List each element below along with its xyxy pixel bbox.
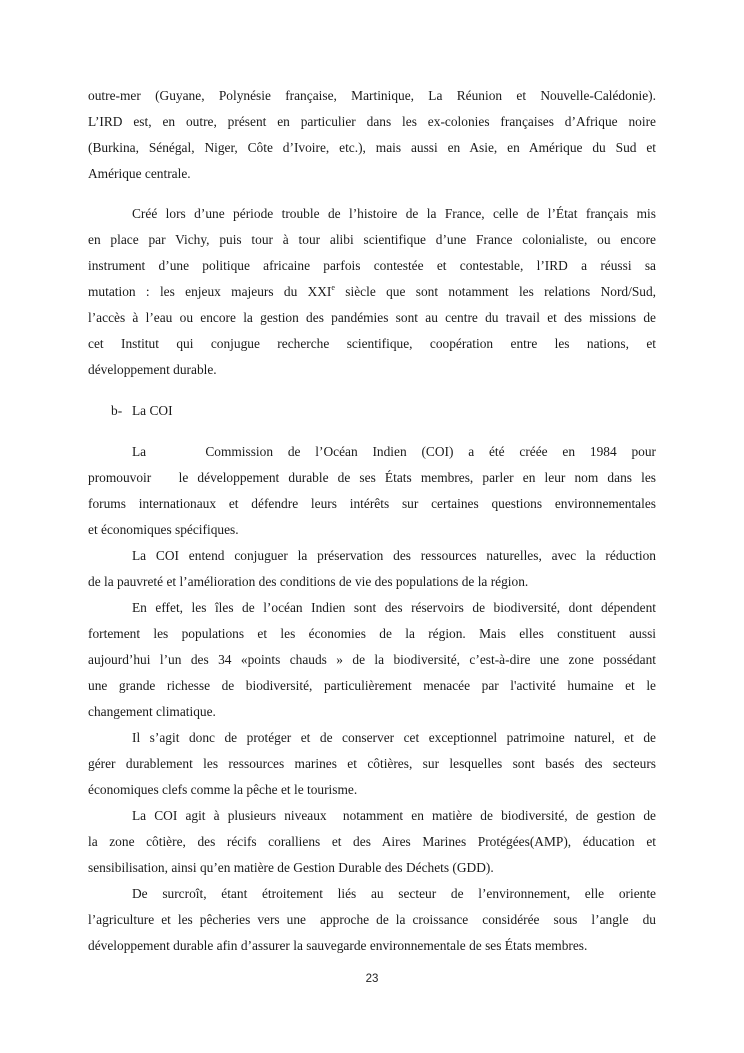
text-line: une grande richesse de biodiversité, particulièrement menacée par l'activité humaine et le: [88, 678, 656, 693]
text-line: L’IRD est, en outre, présent en particulier dans les ex-colonies françaises d’Afrique noire: [88, 114, 656, 129]
paragraph-ird-presence: [88, 83, 656, 187]
text-line: en place par Vichy, puis tour à tour alibi scientifique d’une France colonialiste, ou encore: [88, 232, 656, 247]
text-line: changement climatique.: [88, 704, 216, 719]
text-line-with-superscript: [88, 279, 656, 305]
text-line: Créé lors d’une période trouble de l’histoire de la France, celle de l’État français mis: [132, 206, 656, 221]
text-line: La COI entend conjuguer la préservation des ressources naturelles, avec la réduction: [132, 548, 656, 563]
superscript: e: [331, 283, 335, 292]
text-line: outre-mer (Guyane, Polynésie française, Martinique, La Réunion et Nouvelle-Calédonie).: [88, 88, 656, 103]
paragraph-biodiversity: [88, 595, 656, 725]
heading-title: La COI: [132, 403, 173, 418]
text-line: développement durable afin d’assurer la sauvegarde environnementale de ses États membres.: [88, 938, 588, 953]
text-line: (Burkina, Sénégal, Niger, Côte d’Ivoire, etc.), mais aussi en Asie, en Amérique du Sud et: [88, 140, 656, 155]
text-line: La Commission de l’Océan Indien (COI) a été créée en 1984 pour: [132, 444, 656, 459]
paragraph-agriculture: [88, 881, 656, 959]
text-line: En effet, les îles de l’océan Indien sont des réservoirs de biodiversité, dont dépendent: [132, 600, 656, 615]
text-line: Il s’agit donc de protéger et de conserver cet exceptionnel patrimoine naturel, et de: [132, 730, 656, 745]
paragraph-protection: [88, 725, 656, 803]
paragraph-coi-creation: [88, 439, 656, 543]
text-line: économiques clefs comme la pêche et le tourisme.: [88, 782, 358, 797]
text-line: aujourd’hui l’un des 34 «points chauds » de la biodiversité, c’est-à-dire une zone possédant: [88, 652, 656, 667]
text-line: promouvoir le développement durable de ses États membres, parler en leur nom dans les: [88, 470, 656, 485]
text-line: Amérique centrale.: [88, 166, 191, 181]
text-line: La COI agit à plusieurs niveaux notamment en matière de biodiversité, de gestion de: [132, 808, 656, 823]
text-line: fortement les populations et les économies de la région. Mais elles constituent aussi: [88, 626, 656, 641]
page-number: 23: [365, 973, 379, 985]
text-line: cet Institut qui conjugue recherche scientifique, coopération entre les nations, et: [88, 336, 656, 351]
paragraph-ird-history: [88, 201, 656, 383]
text-line: sensibilisation, ainsi qu’en matière de Gestion Durable des Déchets (GDD).: [88, 860, 494, 875]
text-fragment: siècle que sont notamment les relations Nord/Sud,: [334, 284, 657, 299]
section-heading: [111, 398, 173, 424]
text-line: De surcroît, étant étroitement liés au secteur de l’environnement, elle oriente: [132, 886, 656, 901]
text-line: instrument d’une politique africaine parfois contestée et contestable, l’IRD a réussi sa: [88, 258, 656, 273]
text-line: gérer durablement les ressources marines et côtières, sur lesquelles sont basés des secteurs: [88, 756, 656, 771]
heading-marker: b-: [111, 403, 123, 418]
text-fragment: mutation : les enjeux majeurs du XXI: [88, 284, 332, 299]
text-line: et économiques spécifiques.: [88, 522, 239, 537]
text-line: de la pauvreté et l’amélioration des conditions de vie des populations de la région.: [88, 574, 529, 589]
text-line: développement durable.: [88, 362, 217, 377]
text-line: la zone côtière, des récifs coralliens et des Aires Marines Protégées(AMP), éducation et: [88, 834, 656, 849]
text-line: l’agriculture et les pêcheries vers une approche de la croissance considérée sous l’angle du: [88, 912, 656, 927]
paragraph-coi-goals: [88, 543, 656, 595]
text-line: l’accès à l’eau ou encore la gestion des pandémies sont au centre du travail et des missions de: [88, 310, 656, 325]
text-line: forums internationaux et défendre leurs intérêts sur certaines questions environnementales: [88, 496, 656, 511]
paragraph-coi-actions: [88, 803, 656, 881]
